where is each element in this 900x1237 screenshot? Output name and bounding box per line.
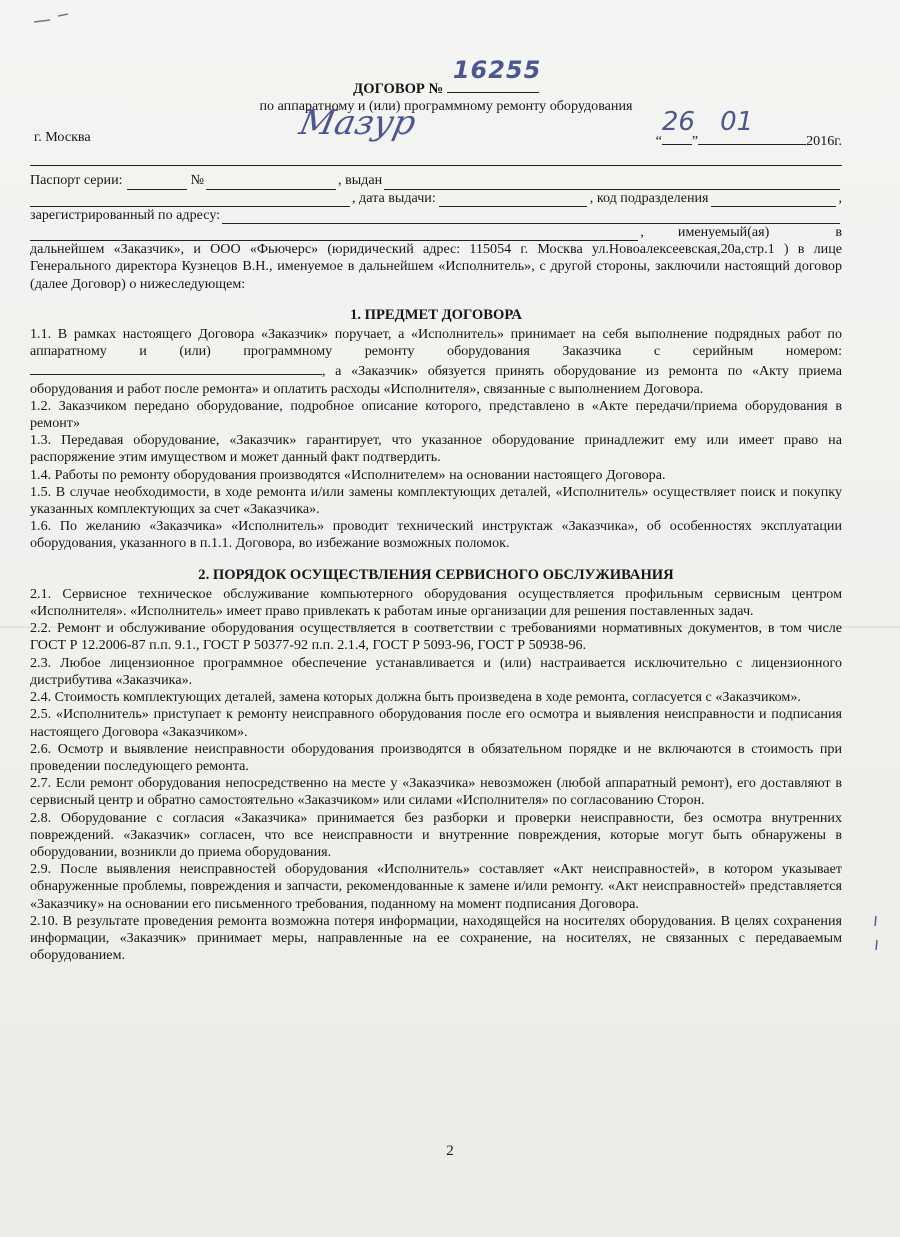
corner-pen-mark: [28, 8, 88, 28]
contract-date: [655, 107, 842, 150]
date-quote-open: “: [655, 133, 662, 150]
named-row: [30, 224, 842, 241]
passport-series-label: Паспорт серии:: [30, 172, 123, 189]
passport-number-label: №: [190, 172, 205, 189]
clause-2-4: 2.4. Стоимость комплектующих деталей, замена которых должна быть произведена в ходе ремонта, согласуется с «Заказчиком».: [30, 689, 801, 706]
issue-date-label: , дата выдачи:: [352, 189, 436, 206]
address-label: зарегистрированный по адресу:: [30, 206, 221, 223]
date-day-field: [661, 107, 695, 145]
address-row: [30, 207, 842, 224]
division-code-label: , код подразделения: [589, 189, 709, 206]
clause-1-5: 1.5. В случае необходимости, в ходе ремонта и/или замены комплектующих деталей, «Исполнитель» осуществляет поиск и покупку указанных комплектующих за счет «Заказчика».: [30, 483, 842, 518]
clause-2-2: 2.2. Ремонт и обслуживание оборудования осуществляется в соответствии с требованиями нормативных документов, в том числе ГОСТ Р 12.2006-87 п.п. 9.1., ГОСТ Р 50377-92 п.п. 2.1.4, ГОСТ Р 5093-96, ГОСТ Р 50938-96.: [30, 620, 842, 654]
clause-1-4: 1.4. Работы по ремонту оборудования производятся «Исполнителем» на основании настоящего Договора.: [30, 466, 666, 483]
handwritten-signature: Мазур: [295, 103, 420, 144]
issued-by-continuation-field: [30, 192, 350, 207]
passport-number-field: [206, 175, 336, 190]
contract-title-text: ДОГОВОР №: [353, 81, 444, 97]
issued-by-label: , выдан: [338, 172, 383, 189]
contract-title: [50, 56, 842, 98]
date-quote-close: ”: [691, 133, 699, 150]
clause-2-9: 2.9. После выявления неисправностей оборудования «Исполнитель» составляет «Акт неисправностей», в котором указывает обнаруженные проблемы, повреждения и запчасти, рекомендованные к замене и/или ремонту. «Акт неисправностей» представляется «Заказчику» на основании его письменного требования, поданному на момент подписания Договора.: [30, 861, 842, 912]
contract-number-field: [447, 56, 542, 93]
handwritten-date-day: 26: [661, 107, 695, 138]
section-2-title: 2. ПОРЯДОК ОСУЩЕСТВЛЕНИЯ СЕРВИСНОГО ОБСЛУЖИВАНИЯ: [198, 566, 674, 583]
clause-1-3: 1.3. Передавая оборудование, «Заказчик» гарантирует, что указанное оборудование принадлежит ему или имеет право на распоряжение этим имуществом и может данный факт подтвердить.: [30, 432, 842, 466]
clause-2-3: 2.3. Любое лицензионное программное обеспечение устанавливается и (или) настраивается исключительно с лицензионного дистрибутива «Заказчика».: [30, 654, 842, 688]
date-month-field: [698, 107, 806, 145]
clause-2-1: 2.1. Сервисное техническое обслуживание компьютерного оборудования осуществляется профильным сервисным центром «Исполнителя». «Исполнитель» имеет право привлекать к работам иные организации для решения поставленных задач.: [30, 585, 842, 620]
clause-1-1: [30, 326, 842, 398]
serial-number-field: [30, 360, 322, 375]
contract-content: [30, 56, 842, 964]
passport-series-field: [127, 175, 187, 190]
named-comma: ,: [640, 224, 644, 241]
page-number: 2: [446, 1143, 454, 1159]
address-field: [222, 209, 840, 224]
handwritten-date-month: 01: [720, 107, 754, 138]
issued-by-field: [384, 175, 840, 190]
issue-date-row: , дата выдачи: , код подразделения ,: [30, 190, 842, 207]
handwritten-contract-number: 16255: [452, 56, 542, 84]
clause-2-5: 2.5. «Исполнитель» приступает к ремонту неисправного оборудования после его осмотра и выявления неисправности и подписания настоящего Договора «Заказчиком».: [30, 706, 842, 740]
clause-1-1-text-a: 1.1. В рамках настоящего Договора «Заказчик» поручает, а «Исполнитель» принимает на себя выполнение подрядных работ по аппаратному и (или) программному ремонту оборудования Заказчика с серийным номером:: [30, 326, 842, 360]
parties-intro: дальнейшем «Заказчик», и ООО «Фьючерс» (юридический адрес: 115054 г. Москва ул.Новоалексеевская,20а,стр.1 ) в лице Генерального директора Кузнецов В.Н., именуемое в дальнейшем «Исполнитель», с другой стороны, заключили настоящий договор (далее Договор) о нижеследующем:: [30, 241, 842, 292]
division-code-field: [711, 192, 837, 207]
issue-date-field: [439, 192, 587, 207]
section-1-title: 1. ПРЕДМЕТ ДОГОВОРА: [350, 306, 522, 323]
clause-1-6: 1.6. По желанию «Заказчика» «Исполнитель» проводит технический инструктаж «Заказчика», об особенностях эксплуатации оборудования, указанного в п.1.1. Договора, во избежание возможных поломок.: [30, 518, 842, 552]
date-year: 2016г.: [806, 133, 842, 150]
named-label: именуемый(ая): [677, 224, 770, 241]
margin-pen-mark: [872, 914, 880, 954]
clause-1-2: 1.2. Заказчиком передано оборудование, подробное описание которого, представлено в «Акте передачи/приема оборудования в ремонт»: [30, 397, 842, 432]
clause-2-7: 2.7. Если ремонт оборудования непосредственно на месте у «Заказчика» невозможен (любой аппаратный ремонт), его доставляют в сервисный центр и обратно самостоятельно «Заказчиком» или силами «Исполнителя» по согласованию Сторон.: [30, 775, 842, 809]
named-in-word: в: [835, 224, 842, 241]
address-continuation-field: [30, 226, 638, 241]
city-label: г. Москва: [34, 129, 91, 146]
clause-2-8: 2.8. Оборудование с согласия «Заказчика» принимается без разборки и проверки неисправности, без осмотра внутренних повреждений. «Заказчик» согласен, что все неисправности и внутренние повреждения, которые могут быть обнаружены в оборудовании, возникли до приема оборудования.: [30, 809, 842, 860]
clause-2-10: 2.10. В результате проведения ремонта возможна потеря информации, находящейся на носителях оборудования. В целях сохранения информации, «Заказчик» принимает меры, направленные на ее сохранение, на носителях, не связанных с передаваемым оборудованием.: [30, 912, 842, 964]
clause-1-1-text-b: , а «Заказчик» обязуется принять оборудование из ремонта по «Акту приема оборудования и работ после ремонта» и оплатить расходы «Исполнителя», связанные с выполнением Договора.: [30, 363, 842, 397]
passport-row: [30, 172, 842, 189]
clause-2-6: 2.6. Осмотр и выявление неисправности оборудования производятся в обязательном порядке и не включаются в стоимость при проведении последующего ремонта.: [30, 740, 842, 774]
contract-subtitle: по аппаратному и (или) программному ремонту оборудования: [259, 98, 633, 115]
